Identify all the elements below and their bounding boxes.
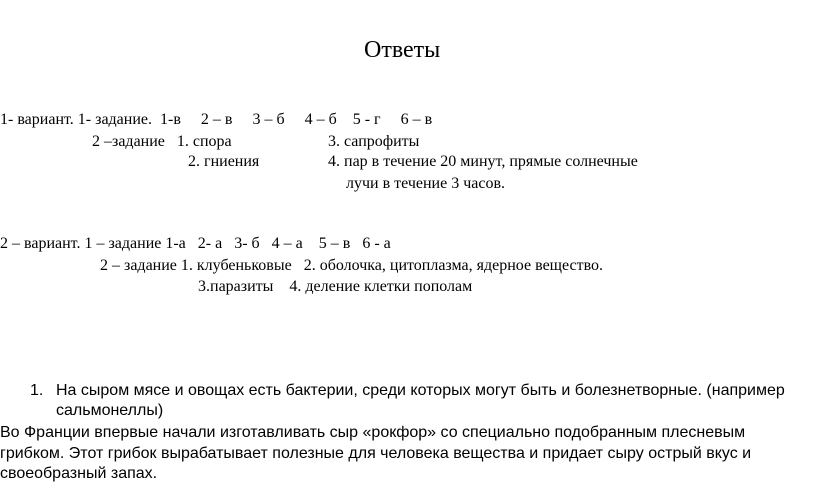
variant1-task1-line: 1- вариант. 1- задание. 1-в 2 – в 3 – б 4 – б 5 - г 6 – в <box>0 111 433 128</box>
note-paragraph-line1: Во Франции впервые начали изготавливать сыр «рокфор» со специально подобранным плесневым <box>0 424 746 441</box>
variant2-task2-line1: 2 – задание 1. клубеньковые 2. оболочка, цитоплазма, ядерное вещество. <box>100 257 604 274</box>
note-item-line2: сальмонеллы) <box>56 402 164 419</box>
note-paragraph-line3: своеобразный запах. <box>0 465 158 482</box>
variant2-task1-line: 2 – вариант. 1 – задание 1-а 2- а 3- б 4 – а 5 – в 6 - а <box>0 235 391 252</box>
variant2-task2-line2: 3.паразиты 4. деление клетки пополам <box>198 278 473 295</box>
variant1-task2-line1-left: 2 –задание 1. спора <box>92 133 232 150</box>
variant1-task2-line2-left: 2. гниения <box>188 153 260 170</box>
note-item-number: 1. <box>30 382 44 399</box>
page-title: Ответы <box>364 37 441 63</box>
variant1-task2-line1-right: 3. сапрофиты <box>328 133 420 150</box>
variant1-task2-line2-right: 4. пар в течение 20 минут, прямые солнечные <box>328 153 638 170</box>
variant1-task2-line3-right: лучи в течение 3 часов. <box>346 175 506 192</box>
note-item-line1: На сыром мясе и овощах есть бактерии, среди которых могут быть и болезнетворные. (например <box>56 382 785 399</box>
note-paragraph-line2: грибком. Этот грибок вырабатывает полезные для человека вещества и придает сыру острый вкус и <box>0 445 752 462</box>
